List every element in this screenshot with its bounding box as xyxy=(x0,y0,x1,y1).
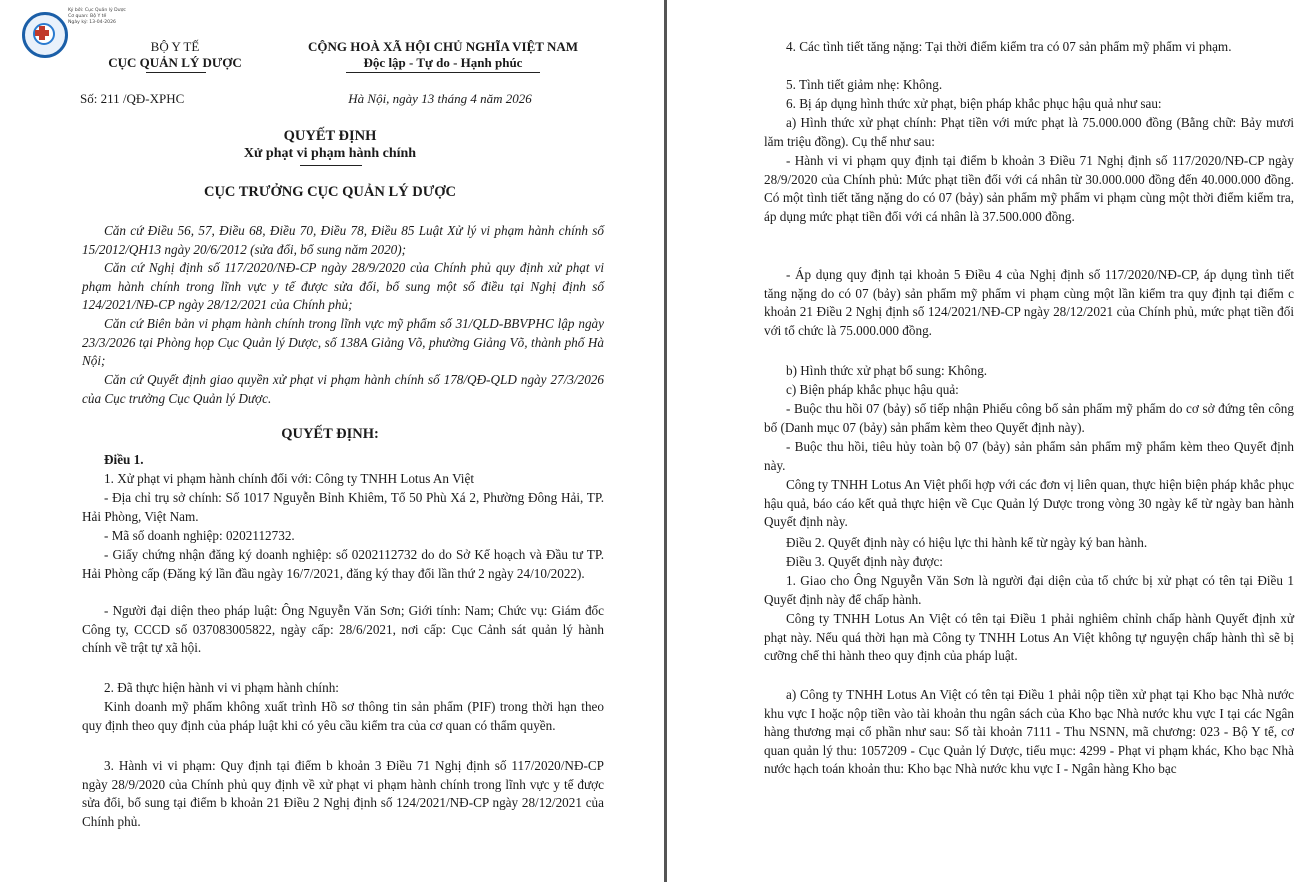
agency-underline xyxy=(146,72,206,73)
left-para-8: 3. Hành vi vi phạm: Quy định tại điểm b khoản 3 Điều 71 Nghị định số 117/2020/NĐ-CP ngày 28/9/2020 của Chính phủ quy định về xử phạt vi phạm hành chính trong lĩnh vực y tế được sửa đổi, bổ sung tại điểm b khoản 21 Điều 2 Nghị định số 124/2021/NĐ-CP ngày 28/12/2021 của Chính phủ. xyxy=(82,758,604,829)
right-para-13: Điều 3. Quyết định này được: xyxy=(786,554,943,569)
subtitle-underline xyxy=(300,165,362,166)
right-para-14: 1. Giao cho Ông Nguyễn Văn Sơn là người đại diện của tổ chức bị xử phạt có tên tại Điều 1 Quyết định này để chấp hành. xyxy=(764,573,1294,607)
document-subtitle: Xử phạt vi phạm hành chính xyxy=(243,146,417,161)
digital-signature-seal-icon xyxy=(22,12,68,58)
digital-signature-stamp: Ký bởi: Cục Quản lý Dược Cơ quan: Bộ Y tế Ngày ký: 13-04-2026 xyxy=(68,8,126,25)
left-para-5: - Người đại diện theo pháp luật: Ông Nguyễn Văn Sơn; Giới tính: Nam; Chức vụ: Giám đốc Công ty, CCCD số 037083005822, ngày cấp: 28/6/2021, nơi cấp: Cục Cảnh sát quản lý hành chính về trật tự xã hội. xyxy=(82,603,604,656)
document-number: Số: 211 /QĐ-XPHC xyxy=(80,91,185,106)
left-para-6: 2. Đã thực hiện hành vi vi phạm hành chính: xyxy=(104,680,339,695)
right-para-7: b) Hình thức xử phạt bổ sung: Không. xyxy=(786,363,988,378)
right-para-1: 4. Các tình tiết tăng nặng: Tại thời điểm kiểm tra có 07 sản phẩm mỹ phẩm vi phạm. xyxy=(786,39,1232,54)
right-para-16: a) Công ty TNHH Lotus An Việt có tên tại Điều 1 phải nộp tiền xử phạt tại Kho bạc Nhà nước khu vực I hoặc nộp tiền vào tài khoản thu ngân sách của Kho bạc Nhà nước khu vực I tại các Ngân hàng thương mại cổ phần như sau: Số tài khoản 7111 - Thu NSNN, mã chương: 023 - Bộ Y tế, cơ quan quản lý thu: 1057209 - Cục Quản lý Dược, tiểu mục: 4299 - Phạt vi phạm khác, Kho bạc Nhà nước hạch toán khoản thu: Kho bạc Nhà nước khu vực I - Ngân hàng Kho bạc xyxy=(764,687,1294,777)
basis-3: Căn cứ Biên bản vi phạm hành chính trong lĩnh vực mỹ phẩm số 31/QLD-BBVPHC lập ngày 23/3/2026 tại Phòng họp Cục Quản lý Dược, số 138A Giảng Võ, phường Giảng Võ, thành phố Hà Nội; xyxy=(82,316,604,369)
right-para-4: a) Hình thức xử phạt chính: Phạt tiền với mức phạt là 75.000.000 đồng (Bằng chữ: Bảy mươi lăm triệu đồng). Cụ thể như sau: xyxy=(764,115,1294,149)
right-para-6: - Áp dụng quy định tại khoản 5 Điều 4 của Nghị định số 117/2020/NĐ-CP, áp dụng tình tiết tăng nặng do có 07 (bảy) sản phẩm mỹ phẩm vi phạm cùng một lần kiểm tra quy định tại điểm c khoản 21 Điều 2 Nghị định số 124/2021/NĐ-CP ngày 28/12/2021 của Chính phủ, mức phạt tiền đối với tổ chức là 75.000.000 đồng. xyxy=(764,267,1294,338)
national-motto: Độc lập - Tự do - Hạnh phúc xyxy=(363,55,523,70)
right-para-9: - Buộc thu hồi 07 (bảy) số tiếp nhận Phiếu công bố sản phẩm mỹ phẩm do cơ sở đứng tên công bố (Danh mục 07 (bảy) sản phẩm kèm theo Quyết định này). xyxy=(764,401,1294,435)
basis-4: Căn cứ Quyết định giao quyền xử phạt vi phạm hành chính số 178/QĐ-QLD ngày 27/3/2026 của Cục trưởng Cục Quản lý Dược. xyxy=(82,372,604,406)
left-para-3: - Mã số doanh nghiệp: 0202112732. xyxy=(104,528,295,543)
article-1-heading: Điều 1. xyxy=(104,452,144,467)
place-date: Hà Nội, ngày 13 tháng 4 năm 2026 xyxy=(348,91,532,106)
agency-name: CỤC QUẢN LÝ DƯỢC xyxy=(108,55,242,70)
page-divider xyxy=(664,0,667,882)
right-para-11: Công ty TNHH Lotus An Việt phối hợp với các đơn vị liên quan, thực hiện biện pháp khắc phục hậu quả, báo cáo kết quả thực hiện về Cục Quản lý Dược trong vòng 30 ngày kể từ ngày ban hành Quyết định này. xyxy=(764,477,1294,530)
document-title: QUYẾT ĐỊNH xyxy=(283,128,377,144)
agency-parent: BỘ Y TẾ xyxy=(150,39,200,54)
basis-2: Căn cứ Nghị định số 117/2020/NĐ-CP ngày 28/9/2020 của Chính phủ quy định xử phạt vi phạm hành chính trong lĩnh vực y tế được sửa đổi, bổ sung một số điều tại Nghị định số 124/2021/NĐ-CP ngày 28/12/2021 của Chính phủ; xyxy=(82,260,604,313)
left-para-7: Kinh doanh mỹ phẩm không xuất trình Hồ sơ thông tin sản phẩm (PIF) trong thời hạn theo quy định theo quy định của pháp luật khi có yêu cầu kiểm tra của cơ quan có thẩm quyền. xyxy=(82,699,604,733)
right-para-2: 5. Tình tiết giảm nhẹ: Không. xyxy=(786,77,943,92)
left-para-4: - Giấy chứng nhận đăng ký doanh nghiệp: số 0202112732 do do Sở Kế hoạch và Đầu tư TP. Hải Phòng cấp (Đăng ký lần đầu ngày 16/7/2021, đăng ký thay đổi lần thứ 2 ngày 24/10/2022). xyxy=(82,547,604,581)
right-page xyxy=(672,0,1316,882)
right-para-8: c) Biện pháp khắc phục hậu quả: xyxy=(786,382,959,397)
right-para-10: - Buộc thu hồi, tiêu hủy toàn bộ 07 (bảy) sản phẩm sản phẩm mỹ phẩm kèm theo Quyết định này. xyxy=(764,439,1294,473)
left-para-2: - Địa chỉ trụ sở chính: Số 1017 Nguyễn Bỉnh Khiêm, Tổ 50 Phù Xá 2, Phường Đông Hải, TP. Hải Phòng, Việt Nam. xyxy=(82,490,604,524)
motto-underline xyxy=(346,72,540,73)
right-para-5: - Hành vi vi phạm quy định tại điểm b khoản 3 Điều 71 Nghị định số 117/2020/NĐ-CP ngày 28/9/2020 của Chính phủ: Mức phạt tiền đối với cá nhân từ 30.000.000 đồng đến 40.000.000 đồng. Có một tình tiết tăng nặng do có 07 (bảy) sản phẩm mỹ phẩm vi phạm cùng một thời điểm kiểm tra, áp dụng mức phạt tiền đối với cá nhân là 37.500.000 đồng. xyxy=(764,153,1294,224)
issuer-title: CỤC TRƯỞNG CỤC QUẢN LÝ DƯỢC xyxy=(203,184,456,200)
right-para-15: Công ty TNHH Lotus An Việt có tên tại Điều 1 phải nghiêm chỉnh chấp hành Quyết định xử phạt này. Nếu quá thời hạn mà Công ty TNHH Lotus An Việt không tự nguyện chấp hành thì sẽ bị cưỡng chế thi hành theo quy định của pháp luật. xyxy=(764,611,1294,664)
left-para-1: 1. Xử phạt vi phạm hành chính đối với: Công ty TNHH Lotus An Việt xyxy=(104,471,474,486)
right-para-12: Điều 2. Quyết định này có hiệu lực thi hành kể từ ngày ký ban hành. xyxy=(786,535,1148,550)
basis-1: Căn cứ Điều 56, 57, Điều 68, Điều 70, Điều 78, Điều 85 Luật Xử lý vi phạm hành chính số 15/2012/QH13 ngày 20/6/2012 (sửa đổi, bổ sung năm 2020); xyxy=(82,223,604,257)
decision-heading: QUYẾT ĐỊNH: xyxy=(281,426,379,442)
country-name: CỘNG HOÀ XÃ HỘI CHỦ NGHĨA VIỆT NAM xyxy=(307,39,579,54)
right-para-3: 6. Bị áp dụng hình thức xử phạt, biện pháp khắc phục hậu quả như sau: xyxy=(786,96,1162,111)
